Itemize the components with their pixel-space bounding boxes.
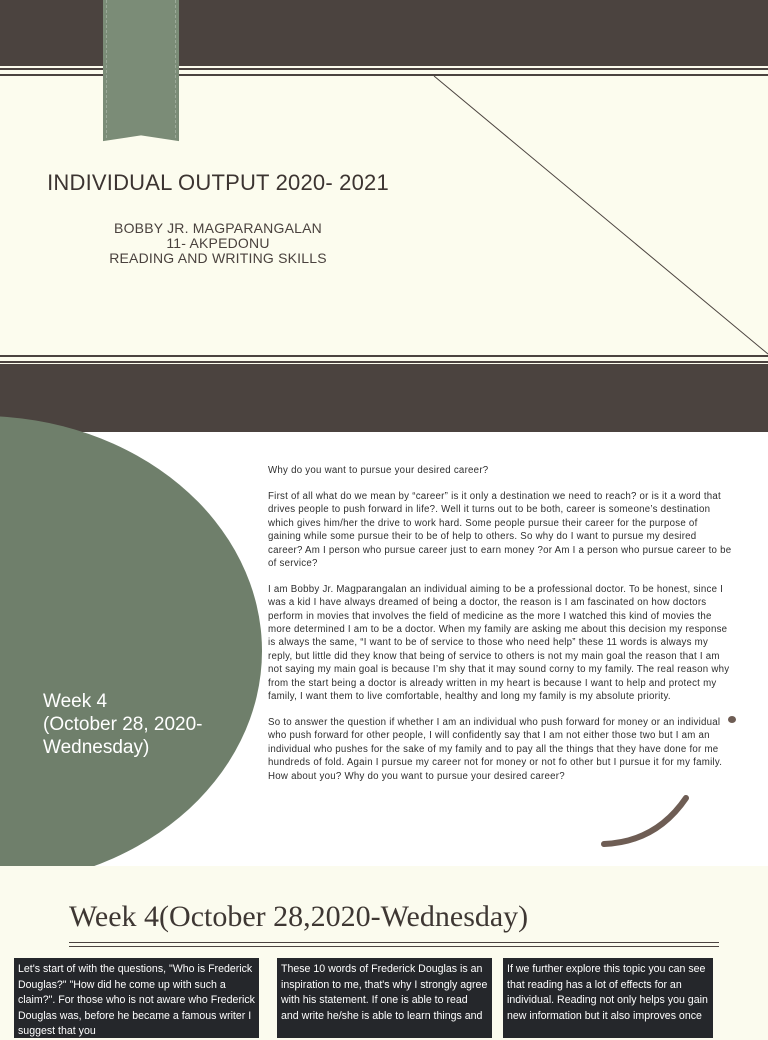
essay-slide	[0, 432, 768, 866]
text-box-3	[503, 958, 713, 1038]
essay-question: Why do you want to pursue your desired career?	[268, 465, 489, 476]
essay-paragraph: So to answer the question if whether I am an individual who push forward for money or an individual who push forward for other people, I will confidently say that I am not either those two but I am an individual who pushes for the sake of my family and to pay all the things that they have done for me hundreds of fold. Again I pursue my career not for money or not fo other but I pursue it for my family. How about you? Why do you want to pursue your desired career?	[268, 717, 723, 782]
essay-text	[268, 464, 732, 796]
title-slide	[0, 0, 768, 432]
essay-paragraph: First of all what do we mean by “career” is it only a destination we need to reach? or is it a word that drives people to push forward in life?. Well it turns out to be both, career is someone’s destination which gives him/her the drive to work hard. Some people pursue their career for the purpose of gaining while some pursue their to be of help to others. So why do I want to pursue my desired career? Am I person who pursue career just to earn money ?or Am I a person who pursue career to be of service?	[268, 490, 732, 569]
title-rule	[69, 942, 719, 943]
text-box-2	[277, 958, 492, 1038]
week-slide	[0, 866, 768, 1037]
document-title: INDIVIDUAL OUTPUT 2020- 2021	[47, 170, 389, 195]
section-name: 11- AKPEDONU	[166, 235, 270, 251]
text-box-1	[14, 958, 259, 1038]
week-slide-title: Week 4(October 28,2020-Wednesday)	[69, 900, 529, 933]
week-label: Week 4 (October 28, 2020- Wednesday)	[43, 691, 203, 758]
text-box-content: These 10 words of Frederick Douglas is an inspiration to me, that's why I strongly agree with his statement. If one is able to read and write he/she is able to learn things and	[281, 963, 488, 1022]
text-box-content: If we further explore this topic you can see that reading has a lot of effects for an individual. Reading not only helps you gain new information but it also improves once	[507, 963, 708, 1022]
subject-name: READING AND WRITING SKILLS	[109, 250, 327, 266]
green-circle	[0, 416, 262, 886]
title-rule-lower	[69, 946, 719, 947]
bookmark-ribbon	[103, 0, 179, 144]
accent-dot	[728, 716, 736, 723]
essay-paragraph: I am Bobby Jr. Magparangalan an individual aiming to be a professional doctor. To be honest, since I was a kid I have always dreamed of being a doctor, the reason is I am fascinated on how doctors perform in movies that involves the field of medicine as the more I watched this kind of movies the more determined I am to be a doctor. When my family are asking me about this decision my response is always the same, “I want to be of service to those who need help” these 11 words is always my reply, but little did they know that being of service to others is not my main goal the reason that I am not saying my main goal is because I’m shy that it may sound corny to my family. The real reason why from the start being a doctor is already written in my heart is because I want to help and protect my family, I want them to live comfortable, healthy and long my family is my absolute priority.	[268, 583, 730, 703]
bottom-rule	[0, 361, 768, 363]
bottom-band	[0, 364, 768, 432]
accent-swoosh	[596, 784, 696, 854]
text-box-content: Let's start of with the questions, "Who is Frederick Douglas?" "How did he come up with such a claim?". For those who is not aware who Frederick Douglas was, before he became a famous writer I suggest that you	[18, 963, 255, 1037]
bottom-rule-inner	[0, 355, 768, 357]
author-name: BOBBY JR. MAGPARANGALAN	[114, 220, 322, 236]
